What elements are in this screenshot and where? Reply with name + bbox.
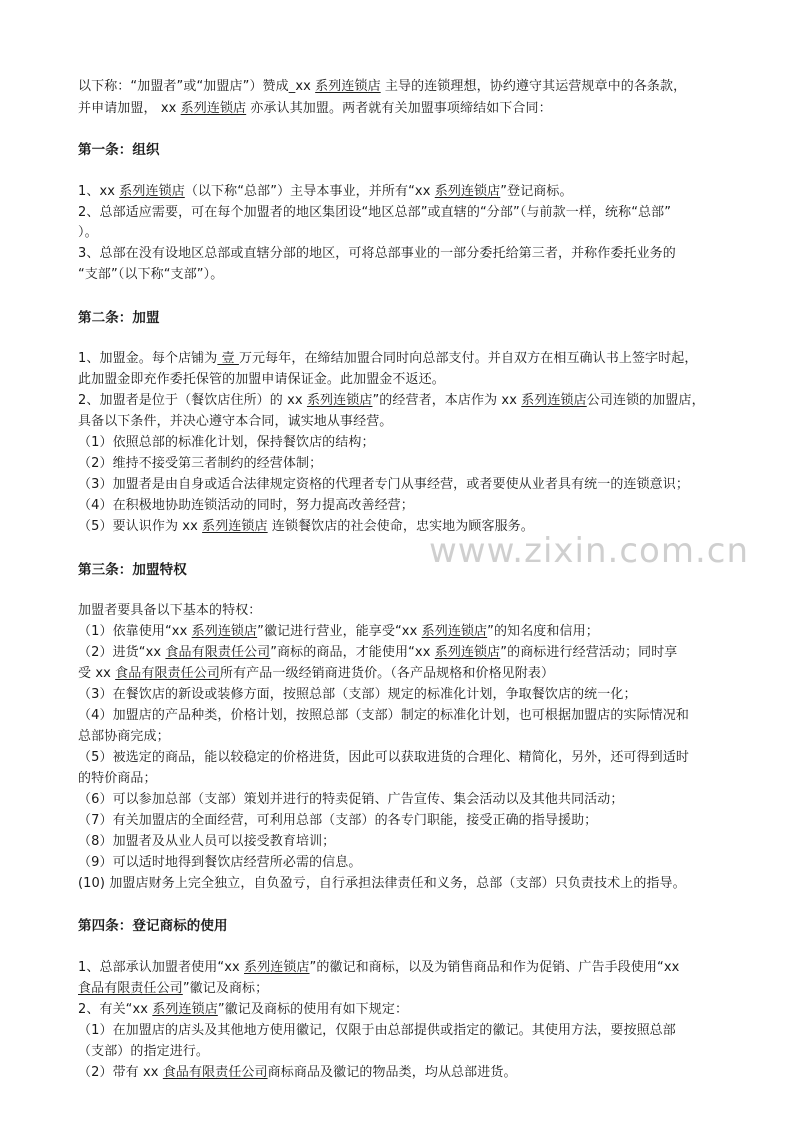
sec3-line-8: 的特价商品； (78, 771, 157, 786)
underlined-name: 系列连锁店 (202, 519, 268, 534)
text: 主导的连锁理想，协约遵守其运营规章中的各条款， (380, 79, 687, 94)
underlined-name: 系列连锁店 (119, 184, 185, 199)
text: 亦承认其加盟。两者就有关加盟事项缔结如下合同： (246, 101, 552, 116)
section-4-title: 第四条：登记商标的使用 (78, 918, 228, 934)
intro-line-1 (78, 78, 686, 96)
text: （2）带有 xx (78, 1065, 163, 1080)
underlined-name: 食品有限责任公司 (165, 645, 271, 660)
intro-line-2 (78, 100, 552, 118)
sec3-line-12: （9）可以适时地得到餐饮店经营所必需的信息。 (78, 855, 362, 870)
watermark: www.zixin.com.cn (429, 531, 749, 571)
underlined-name: 系列连锁店 (521, 393, 587, 408)
sec4-line-5: （支部）的指定进行。 (78, 1044, 210, 1059)
sec4-line-1 (78, 959, 679, 977)
text: 以下称：“加盟者”或“加盟店”）赞成_xx (78, 79, 316, 94)
underlined-name: 系列连锁店 (244, 960, 310, 975)
sec1-line-3: ）。 (78, 225, 98, 240)
underlined-name: 系列连锁店 (434, 184, 501, 199)
text: ”徽记及商标； (182, 981, 269, 996)
sec1-line-5: “支部”（以下称“支部”）。 (78, 267, 224, 282)
text: （5）要认识作为 xx (78, 519, 203, 534)
text: ”的商标进行经营活动；同时享 (500, 645, 678, 660)
underlined-amount: 壹 (217, 351, 239, 366)
underlined-name: 系列连锁店 (180, 101, 247, 116)
sec3-line-9: （6）可以参加总部（支部）策划并进行的特卖促销、广告宣传、集会活动以及其他共同活动； (78, 792, 624, 807)
text: 2、有关“xx (78, 1002, 153, 1017)
sec3-line-3 (78, 665, 554, 683)
text: （1）依靠使用“xx (78, 624, 192, 639)
sec2-line-3 (78, 392, 705, 410)
sec2-line-9 (78, 518, 534, 536)
sec3-line-0: 加盟者要具备以下基本的特权： (78, 603, 262, 618)
text: 所有产品一级经销商进货价。（各产品规格和价格见附表） (219, 666, 555, 681)
sec1-line-4: 3、总部在没有设地区总部或直辖分部的地区，可将总部事业的一部分委托给第三者，并称作委托业务的 (78, 246, 676, 261)
text: 1、总部承认加盟者使用“xx (78, 960, 245, 975)
sec2-line-4: 具备以下条件，并决心遵守本合同，诚实地从事经营。 (78, 414, 393, 429)
sec4-line-3 (78, 1001, 408, 1019)
underlined-name: 系列连锁店 (191, 624, 258, 639)
sec1-line-2: 2、总部适应需要，可在每个加盟者的地区集团设“地区总部”或直辖的“分部”（与前款一样，统称“总部” (78, 205, 672, 220)
sec2-line-5: （1）依照总部的标准化计划，保持餐饮店的结构； (78, 435, 375, 450)
sec2-line-1 (78, 350, 697, 368)
sec3-line-5: （4）加盟店的产品种类，价格计划，按照总部（支部）制定的标准化计划，也可根据加盟店的实际情况和 (78, 708, 689, 723)
underlined-name: 食品有限责任公司 (78, 981, 183, 996)
text: 公司连锁的加盟店， (586, 393, 705, 408)
sec3-line-13: (10) 加盟店财务上完全独立，自负盈亏，自行承担法律责任和义务，总部（支部）只负责技术上的指导。 (78, 876, 686, 891)
sec2-line-7: （3）加盟者是由自身或适合法律规定资格的代理者专门从事经营，或者要使从业者具有统一的连锁意识； (78, 477, 689, 492)
text: 受 xx (78, 666, 116, 681)
text: （2）进货“xx (78, 645, 166, 660)
sec2-line-8: （4）在积极地协助连锁活动的同时，努力提高改善经营； (78, 498, 414, 513)
text: ”登记商标。 (500, 184, 573, 199)
sec2-line-2: 此加盟金即充作委托保管的加盟申请保证金。此加盟金不返还。 (78, 372, 445, 387)
underlined-name: 系列连锁店 (421, 624, 488, 639)
underlined-name: 系列连锁店 (315, 79, 381, 94)
text: （以下称“总部”）主导本事业，并所有“xx (184, 184, 435, 199)
text: ”的知名度和信用； (487, 624, 599, 639)
text: 并申请加盟， xx (78, 101, 181, 116)
sec3-line-1 (78, 623, 599, 641)
sec3-line-6: 总部协商完成； (78, 729, 170, 744)
underlined-name: 系列连锁店 (434, 645, 501, 660)
text: 商标商品及徽记的物品类，均从总部进货。 (267, 1065, 517, 1080)
section-2-title: 第二条：加盟 (78, 310, 160, 326)
text: ”商标的商品，才能使用“xx (270, 645, 435, 660)
text: 2、加盟者是位于（餐饮店住所）的 xx (78, 393, 307, 408)
sec3-line-7: （5）被选定的商品，能以较稳定的价格进货，因此可以获取进货的合理化、精简化，另外，还可得到适时 (78, 750, 689, 765)
text: ”徽记及商标的使用有如下规定： (217, 1002, 409, 1017)
sec3-line-11: （8）加盟者及从业人员可以接受教育培训； (78, 834, 336, 849)
sec4-line-6 (78, 1064, 517, 1082)
section-3-title: 第三条：加盟特权 (78, 562, 187, 578)
text: ”的经营者，本店作为 xx (372, 393, 522, 408)
sec3-line-4: （3）在餐饮店的新设或装修方面，按照总部（支部）规定的标准化计划，争取餐饮店的统一化； (78, 687, 637, 702)
sec3-line-2 (78, 644, 677, 662)
text: 万元每年，在缔结加盟合同时向总部支付。并自双方在相互确认书上签字时起， (238, 351, 698, 366)
text: 连锁餐饮店的社会使命，忠实地为顾客服务。 (267, 519, 534, 534)
text: 1、xx (78, 184, 120, 199)
sec3-line-10: （7）有关加盟店的全面经营，可利用总部（支部）的各专门职能，接受正确的指导援助； (78, 813, 598, 828)
underlined-name: 食品有限责任公司 (115, 666, 220, 681)
underlined-name: 系列连锁店 (306, 393, 373, 408)
text: ”徽记进行营业，能享受“xx (257, 624, 422, 639)
sec4-line-2 (78, 980, 268, 998)
sec2-line-6: （2）维持不接受第三者制约的经营体制； (78, 456, 323, 471)
underlined-name: 食品有限责任公司 (162, 1065, 268, 1080)
underlined-name: 系列连锁店 (152, 1002, 218, 1017)
sec4-line-4: （1）在加盟店的店头及其他地方使用徽记，仅限于由总部提供或指定的徽记。其使用方法，要按照总部 (78, 1023, 676, 1038)
text: 1、加盟金。每个店铺为 (78, 351, 218, 366)
section-1-title: 第一条：组织 (78, 142, 160, 158)
sec1-line-1 (78, 183, 573, 201)
text: ”的徽记和商标，以及为销售商品和作为促销、广告手段使用“xx (309, 960, 680, 975)
